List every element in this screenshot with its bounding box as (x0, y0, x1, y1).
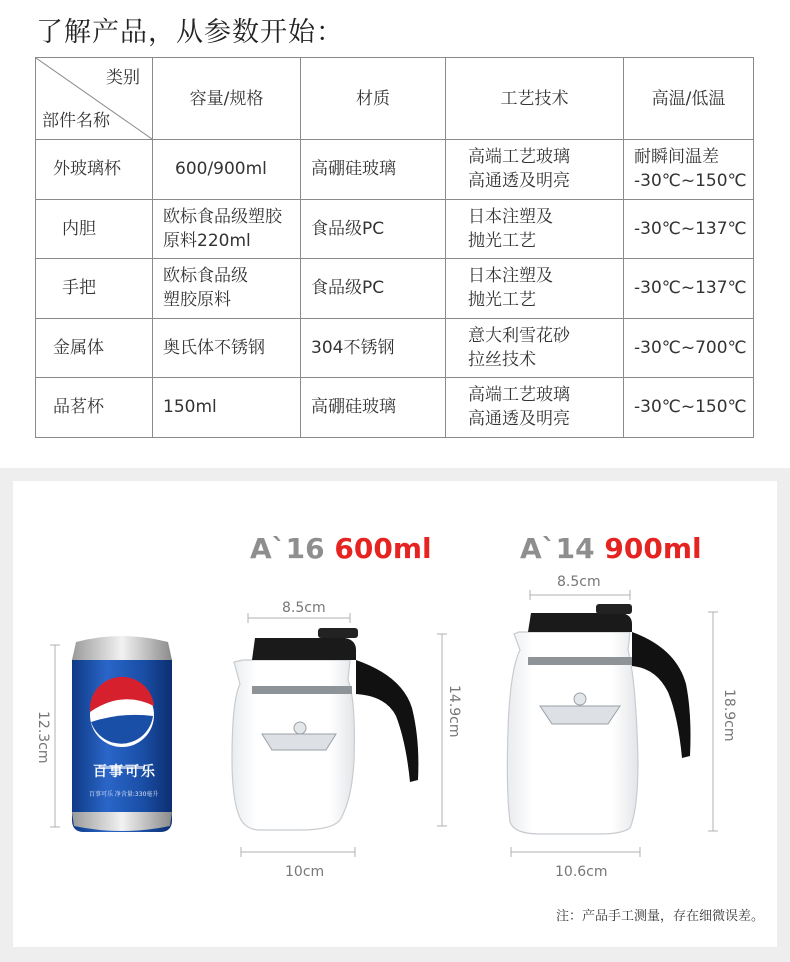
column-header-temperature: 高温/低温 (624, 58, 754, 140)
cell-line: -30℃~700℃ (634, 337, 747, 358)
pepsi-can (72, 636, 172, 832)
cell-line: 日本注塑及 (468, 206, 553, 227)
can-height-label: 12.3cm (35, 711, 51, 764)
volume-label: 600ml (334, 532, 432, 565)
cell-line: 高硼硅玻璃 (311, 397, 396, 418)
can-small-text: 百事可乐 净含量:330毫升 (89, 791, 159, 798)
cell-line: -30℃~150℃ (634, 171, 747, 192)
cell-line: 耐瞬间温差 (634, 147, 719, 168)
page-heading: 了解产品，从参数开始： (36, 17, 344, 48)
a16-bottom-width-label: 10cm (285, 864, 325, 880)
part-name-cell: 金属体 (36, 318, 153, 378)
cell-line: 欧标食品级 (163, 266, 248, 287)
cell-line: 高端工艺玻璃 (468, 147, 570, 168)
part-name-cell: 内胆 (36, 199, 153, 259)
cell-line: -30℃~137℃ (634, 278, 747, 299)
a14-top-width-label: 8.5cm (557, 574, 601, 590)
cell-line: 食品级PC (311, 278, 385, 299)
cell-line: 304不锈钢 (311, 337, 395, 358)
column-header-material: 材质 (301, 58, 446, 140)
teapot-a14 (507, 604, 690, 834)
a14-bottom-width-label: 10.6cm (555, 864, 608, 880)
cell-line: 奥氏体不锈钢 (163, 337, 265, 358)
cell-line: 意大利雪花砂 (468, 325, 570, 346)
measurement-note: 注：产品手工测量，存在细微误差。 (555, 909, 764, 924)
cell-line: 600/900ml (175, 159, 267, 180)
cell-line: 拉丝技术 (468, 349, 536, 370)
cell-line: 高通透及明亮 (468, 171, 570, 192)
column-header-process: 工艺技术 (446, 58, 624, 140)
cell-line: 日本注塑及 (468, 266, 553, 287)
column-header-capacity: 容量/规格 (153, 58, 301, 140)
a16-top-width-label: 8.5cm (282, 600, 326, 616)
cell-line: -30℃~150℃ (634, 397, 747, 418)
corner-part-label: 部件名称 (42, 111, 110, 131)
a16-height-label: 14.9cm (446, 685, 462, 738)
cell-line: 高通透及明亮 (468, 409, 570, 430)
cell-line: 高硼硅玻璃 (311, 159, 396, 180)
cell-line: 欧标食品级塑胶 (163, 206, 282, 227)
model-label: A`14 (520, 532, 595, 565)
corner-category-label: 类别 (106, 68, 140, 88)
cell-line: -30℃~137℃ (634, 218, 747, 239)
cell-line: 150ml (163, 397, 217, 418)
cell-line: 抛光工艺 (468, 230, 536, 251)
cell-line: 抛光工艺 (468, 290, 536, 311)
a14-height-label: 18.9cm (721, 689, 737, 742)
can-height-dimension (50, 645, 60, 827)
cell-line: 原料220ml (163, 230, 251, 251)
part-name-cell: 手把 (36, 259, 153, 319)
volume-label: 900ml (604, 532, 702, 565)
can-brand-text: 百事可乐 (93, 764, 157, 780)
part-name-cell: 外玻璃杯 (36, 140, 153, 200)
cell-line: 高端工艺玻璃 (468, 385, 570, 406)
part-name-cell: 品茗杯 (36, 378, 153, 438)
teapot-a16 (232, 628, 418, 830)
cell-line: 食品级PC (311, 218, 385, 239)
model-label: A`16 (250, 532, 325, 565)
cell-line: 塑胶原料 (163, 290, 231, 311)
